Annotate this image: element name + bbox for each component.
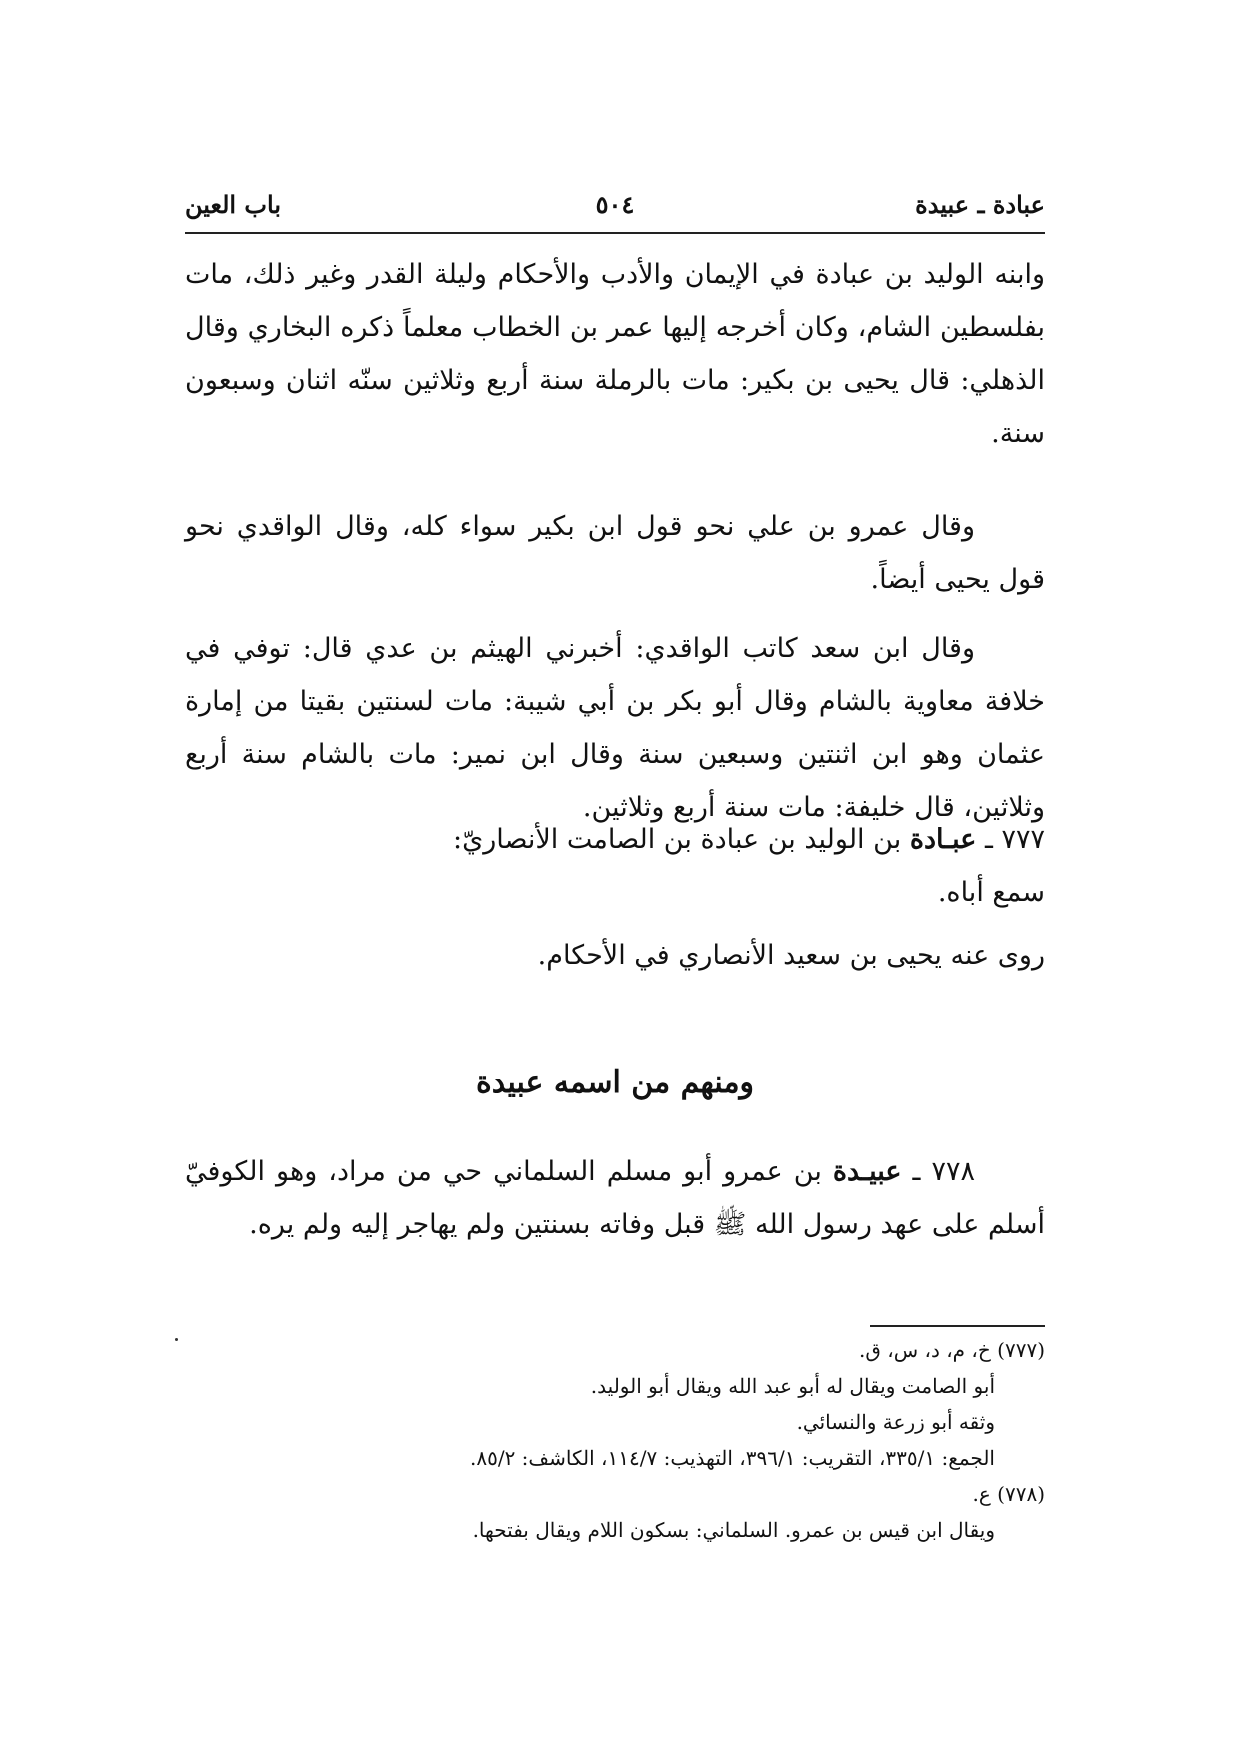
entry-778-number: ٧٧٨ ـ [912,1156,975,1187]
footnote-777-tawthiq: وثقه أبو زرعة والنسائي. [796,1410,995,1434]
entry-777-title [325,813,1045,866]
footnote-777-kunya: أبو الصامت ويقال له أبو عبد الله ويقال أبو الوليد. [590,1374,995,1398]
footnote-778-note: ويقال ابن قيس بن عمرو. السلماني: بسكون اللام ويقال بفتحها. [472,1518,995,1542]
entry-777-number: ٧٧٧ ـ [984,824,1045,855]
footnotes [185,1332,1045,1548]
header-entry-range: عبادة ـ عبيدة [915,190,1045,219]
entry-777-rest: بن الوليد بن عبادة بن الصامت الأنصاريّ: [452,824,902,855]
footnote-778-sigla: (٧٧٨) ع. [972,1482,1045,1506]
section-heading: ومنهم من اسمه عبيدة [475,1065,754,1100]
entry-777-line3: روى عنه يحيى بن سعيد الأنصاري في الأحكام. [537,940,1045,971]
entry-778 [185,1145,1045,1251]
entry-778-rest: بن عمرو أبو مسلم السلماني حي من مراد، وهو الكوفيّ أسلم على عهد رسول الله ﷺ قبل وفاته بسنتين ولم يهاجر إليه ولم يره. [185,1156,1045,1240]
entry-777 [325,813,1045,982]
footnote-777-sigla: (٧٧٧) خ، م، د، س، ق. [859,1338,1045,1362]
scan-speck [175,1338,178,1341]
paragraph-3-text: وقال ابن سعد كاتب الواقدي: أخبرني الهيثم بن عدي قال: توفي في خلافة معاوية بالشام وقال أبو بكر بن أبي شيبة: مات لسنتين بقيتا من إمارة عثمان وهو ابن اثنتين وسبعين سنة وقال ابن نمير: مات بالشام سنة أربع وثلاثين، قال خليفة: مات سنة أربع وثلاثين. [185,633,1045,823]
header-rule [185,232,1045,234]
paragraph-2 [185,500,1045,606]
running-header [185,190,1045,230]
entry-778-text [185,1145,1045,1251]
footnote-rule [870,1325,1045,1327]
footnote-777-references: الجمع: ٣٣٥/١، التقريب: ٣٩٦/١، التهذيب: ١١٤/٧، الكاشف: ٨٥/٢. [470,1446,995,1470]
paragraph-3 [185,622,1045,834]
page-number: ٥٠٤ [595,190,635,219]
paragraph-1-text: وابنه الوليد بن عبادة في الإيمان والأدب والأحكام وليلة القدر وغير ذلك، مات بفلسطين الشام، وكان أخرجه إليها عمر بن الخطاب معلماً ذكره البخاري وقال الذهلي: قال يحيى بن بكير: مات بالرملة سنة أربع وثلاثين سنّه اثنان وسبعون سنة. [185,259,1045,449]
entry-777-line2: سمع أباه. [937,877,1045,908]
entry-777-name: عبـادة [909,824,977,855]
header-chapter-title: باب العين [185,190,282,219]
entry-778-name: عبيـدة [832,1156,902,1187]
paragraph-2-text: وقال عمرو بن علي نحو قول ابن بكير سواء كله، وقال الواقدي نحو قول يحيى أيضاً. [185,511,1045,595]
paragraph-1 [185,248,1045,460]
